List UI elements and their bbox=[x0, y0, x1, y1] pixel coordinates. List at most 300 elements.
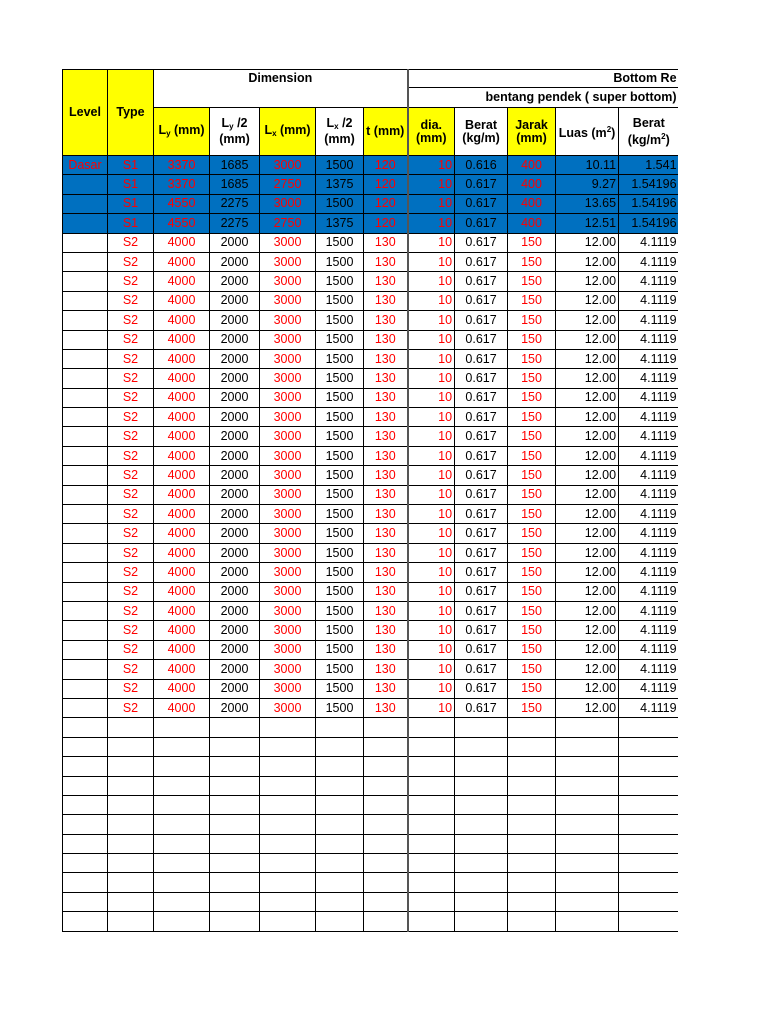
table-cell[interactable] bbox=[408, 718, 455, 737]
table-cell[interactable]: 2000 bbox=[210, 252, 260, 271]
table-cell[interactable]: S2 bbox=[108, 582, 154, 601]
table-cell[interactable]: 10 bbox=[408, 175, 455, 194]
table-cell[interactable] bbox=[63, 194, 108, 213]
table-cell[interactable] bbox=[63, 233, 108, 252]
table-cell[interactable]: 10 bbox=[408, 214, 455, 233]
table-cell[interactable] bbox=[316, 834, 364, 853]
table-cell[interactable]: S2 bbox=[108, 524, 154, 543]
table-cell[interactable] bbox=[210, 912, 260, 931]
table-cell[interactable] bbox=[63, 214, 108, 233]
table-cell[interactable]: 3000 bbox=[260, 272, 316, 291]
table-cell[interactable]: 150 bbox=[508, 388, 556, 407]
table-cell[interactable] bbox=[556, 776, 619, 795]
table-cell[interactable]: 12.00 bbox=[556, 311, 619, 330]
table-cell[interactable] bbox=[63, 272, 108, 291]
table-cell[interactable] bbox=[63, 640, 108, 659]
table-cell[interactable]: S2 bbox=[108, 621, 154, 640]
header-lx[interactable] bbox=[260, 108, 316, 156]
table-cell[interactable]: S2 bbox=[108, 446, 154, 465]
table-cell[interactable]: 2000 bbox=[210, 272, 260, 291]
table-cell[interactable] bbox=[63, 912, 108, 931]
table-cell[interactable] bbox=[556, 757, 619, 776]
table-cell[interactable]: 150 bbox=[508, 427, 556, 446]
table-cell[interactable]: 2000 bbox=[210, 291, 260, 310]
table-cell[interactable] bbox=[63, 505, 108, 524]
table-cell[interactable]: 1500 bbox=[316, 252, 364, 271]
table-cell[interactable]: 1500 bbox=[316, 582, 364, 601]
header-ly-half[interactable] bbox=[210, 108, 260, 156]
table-cell[interactable] bbox=[408, 892, 455, 911]
table-cell[interactable]: 4.1119 bbox=[619, 582, 678, 601]
table-cell[interactable]: 130 bbox=[364, 252, 408, 271]
table-cell[interactable]: 130 bbox=[364, 369, 408, 388]
table-cell[interactable]: 10 bbox=[408, 505, 455, 524]
table-cell[interactable] bbox=[455, 854, 508, 873]
table-cell[interactable]: 150 bbox=[508, 369, 556, 388]
table-cell[interactable] bbox=[619, 737, 678, 756]
table-cell[interactable]: 130 bbox=[364, 349, 408, 368]
table-cell[interactable]: 150 bbox=[508, 485, 556, 504]
table-cell[interactable]: 3000 bbox=[260, 156, 316, 175]
table-cell[interactable]: 400 bbox=[508, 175, 556, 194]
table-cell[interactable]: 150 bbox=[508, 233, 556, 252]
table-cell[interactable]: 1500 bbox=[316, 349, 364, 368]
table-cell[interactable]: 130 bbox=[364, 466, 408, 485]
table-cell[interactable]: 1500 bbox=[316, 272, 364, 291]
table-cell[interactable]: 10 bbox=[408, 330, 455, 349]
table-cell[interactable]: 4.1119 bbox=[619, 252, 678, 271]
table-cell[interactable]: S2 bbox=[108, 311, 154, 330]
table-cell[interactable]: 0.617 bbox=[455, 563, 508, 582]
table-cell[interactable]: 0.617 bbox=[455, 485, 508, 504]
table-cell[interactable] bbox=[408, 834, 455, 853]
table-cell[interactable]: 150 bbox=[508, 601, 556, 620]
table-cell[interactable] bbox=[63, 582, 108, 601]
table-cell[interactable]: 1500 bbox=[316, 388, 364, 407]
table-cell[interactable] bbox=[455, 757, 508, 776]
table-cell[interactable]: Dasar bbox=[63, 156, 108, 175]
table-cell[interactable]: 0.617 bbox=[455, 233, 508, 252]
table-cell[interactable]: 0.617 bbox=[455, 194, 508, 213]
table-cell[interactable]: 150 bbox=[508, 349, 556, 368]
header-dimension[interactable]: Dimension bbox=[154, 70, 408, 88]
table-cell[interactable]: 1500 bbox=[316, 408, 364, 427]
table-cell[interactable]: 4000 bbox=[154, 543, 210, 562]
table-cell[interactable]: 0.617 bbox=[455, 408, 508, 427]
table-cell[interactable]: 3000 bbox=[260, 563, 316, 582]
table-cell[interactable]: 4000 bbox=[154, 640, 210, 659]
table-cell[interactable] bbox=[63, 466, 108, 485]
table-cell[interactable]: 12.00 bbox=[556, 601, 619, 620]
table-cell[interactable]: 150 bbox=[508, 679, 556, 698]
table-cell[interactable]: 2000 bbox=[210, 640, 260, 659]
table-cell[interactable] bbox=[619, 815, 678, 834]
table-cell[interactable] bbox=[455, 815, 508, 834]
table-cell[interactable]: 3000 bbox=[260, 446, 316, 465]
table-cell[interactable]: 2000 bbox=[210, 543, 260, 562]
table-cell[interactable] bbox=[316, 795, 364, 814]
table-cell[interactable]: 150 bbox=[508, 621, 556, 640]
table-cell[interactable] bbox=[556, 737, 619, 756]
table-cell[interactable]: 130 bbox=[364, 524, 408, 543]
table-cell[interactable]: 10 bbox=[408, 640, 455, 659]
table-cell[interactable] bbox=[556, 834, 619, 853]
table-cell[interactable] bbox=[154, 892, 210, 911]
table-cell[interactable] bbox=[210, 815, 260, 834]
table-cell[interactable] bbox=[556, 892, 619, 911]
table-cell[interactable]: 10.11 bbox=[556, 156, 619, 175]
table-cell[interactable]: 12.00 bbox=[556, 291, 619, 310]
table-cell[interactable]: 1500 bbox=[316, 156, 364, 175]
table-cell[interactable]: 2750 bbox=[260, 214, 316, 233]
table-cell[interactable]: 2000 bbox=[210, 427, 260, 446]
table-cell[interactable]: 150 bbox=[508, 408, 556, 427]
table-cell[interactable]: 12.51 bbox=[556, 214, 619, 233]
table-cell[interactable]: 10 bbox=[408, 543, 455, 562]
table-cell[interactable]: 4.1119 bbox=[619, 291, 678, 310]
table-cell[interactable]: 150 bbox=[508, 582, 556, 601]
table-cell[interactable]: 0.617 bbox=[455, 175, 508, 194]
table-cell[interactable]: 2000 bbox=[210, 563, 260, 582]
table-cell[interactable]: 10 bbox=[408, 311, 455, 330]
table-cell[interactable]: 120 bbox=[364, 175, 408, 194]
table-cell[interactable] bbox=[63, 834, 108, 853]
table-cell[interactable]: 10 bbox=[408, 466, 455, 485]
table-cell[interactable]: 130 bbox=[364, 485, 408, 504]
table-cell[interactable] bbox=[260, 873, 316, 892]
table-cell[interactable] bbox=[508, 815, 556, 834]
table-cell[interactable]: 3000 bbox=[260, 601, 316, 620]
table-cell[interactable]: 3000 bbox=[260, 194, 316, 213]
table-cell[interactable]: 12.00 bbox=[556, 505, 619, 524]
table-cell[interactable]: 4000 bbox=[154, 408, 210, 427]
table-cell[interactable]: 3000 bbox=[260, 485, 316, 504]
table-cell[interactable]: 4000 bbox=[154, 505, 210, 524]
table-cell[interactable]: 10 bbox=[408, 156, 455, 175]
table-cell[interactable] bbox=[316, 737, 364, 756]
table-cell[interactable]: 0.617 bbox=[455, 679, 508, 698]
table-cell[interactable] bbox=[154, 795, 210, 814]
table-cell[interactable] bbox=[455, 892, 508, 911]
table-cell[interactable] bbox=[556, 795, 619, 814]
table-cell[interactable]: 0.617 bbox=[455, 272, 508, 291]
table-cell[interactable]: 3000 bbox=[260, 311, 316, 330]
table-cell[interactable] bbox=[210, 757, 260, 776]
table-cell[interactable]: 0.617 bbox=[455, 601, 508, 620]
table-cell[interactable]: 12.00 bbox=[556, 640, 619, 659]
table-cell[interactable]: 4000 bbox=[154, 233, 210, 252]
table-cell[interactable]: 2000 bbox=[210, 582, 260, 601]
table-cell[interactable] bbox=[408, 795, 455, 814]
table-cell[interactable] bbox=[508, 718, 556, 737]
table-cell[interactable] bbox=[260, 795, 316, 814]
header-jarak[interactable] bbox=[508, 108, 556, 156]
table-cell[interactable]: 12.00 bbox=[556, 369, 619, 388]
table-cell[interactable]: 4000 bbox=[154, 446, 210, 465]
table-cell[interactable]: 10 bbox=[408, 233, 455, 252]
table-cell[interactable] bbox=[210, 776, 260, 795]
table-cell[interactable]: S2 bbox=[108, 505, 154, 524]
table-cell[interactable]: 2000 bbox=[210, 466, 260, 485]
table-cell[interactable] bbox=[154, 815, 210, 834]
table-cell[interactable]: 4000 bbox=[154, 660, 210, 679]
table-cell[interactable] bbox=[364, 815, 408, 834]
table-cell[interactable] bbox=[154, 737, 210, 756]
table-cell[interactable]: 4000 bbox=[154, 485, 210, 504]
table-cell[interactable]: 130 bbox=[364, 601, 408, 620]
header-bentang[interactable]: bentang pendek ( super bottom) bbox=[408, 88, 678, 108]
table-cell[interactable] bbox=[364, 776, 408, 795]
table-cell[interactable]: 12.00 bbox=[556, 582, 619, 601]
table-cell[interactable] bbox=[260, 912, 316, 931]
table-cell[interactable]: 0.617 bbox=[455, 369, 508, 388]
table-cell[interactable] bbox=[455, 912, 508, 931]
table-cell[interactable] bbox=[210, 873, 260, 892]
table-cell[interactable] bbox=[408, 757, 455, 776]
table-cell[interactable]: 0.616 bbox=[455, 156, 508, 175]
table-cell[interactable] bbox=[108, 757, 154, 776]
table-cell[interactable]: 1.541 bbox=[619, 156, 678, 175]
header-lx-half[interactable] bbox=[316, 108, 364, 156]
table-cell[interactable]: 4.1119 bbox=[619, 427, 678, 446]
table-cell[interactable] bbox=[108, 776, 154, 795]
table-cell[interactable]: 0.617 bbox=[455, 640, 508, 659]
table-cell[interactable]: 3000 bbox=[260, 543, 316, 562]
table-cell[interactable] bbox=[316, 776, 364, 795]
table-cell[interactable]: 1500 bbox=[316, 446, 364, 465]
table-cell[interactable]: 4000 bbox=[154, 582, 210, 601]
table-cell[interactable] bbox=[260, 737, 316, 756]
header-bottom-re[interactable]: Bottom Re bbox=[408, 70, 678, 88]
table-cell[interactable] bbox=[619, 718, 678, 737]
table-cell[interactable]: 10 bbox=[408, 698, 455, 717]
table-cell[interactable]: 2000 bbox=[210, 408, 260, 427]
table-cell[interactable]: 3000 bbox=[260, 388, 316, 407]
table-cell[interactable]: 2000 bbox=[210, 330, 260, 349]
table-cell[interactable] bbox=[63, 291, 108, 310]
table-cell[interactable] bbox=[210, 737, 260, 756]
table-cell[interactable]: 150 bbox=[508, 466, 556, 485]
table-cell[interactable] bbox=[619, 776, 678, 795]
table-cell[interactable]: 10 bbox=[408, 408, 455, 427]
table-cell[interactable] bbox=[364, 892, 408, 911]
table-cell[interactable]: S2 bbox=[108, 543, 154, 562]
table-cell[interactable] bbox=[63, 815, 108, 834]
table-cell[interactable]: 2000 bbox=[210, 369, 260, 388]
header-t[interactable]: t (mm) bbox=[364, 108, 408, 156]
table-cell[interactable]: S1 bbox=[108, 214, 154, 233]
table-cell[interactable] bbox=[508, 737, 556, 756]
spreadsheet[interactable] bbox=[62, 69, 678, 956]
table-cell[interactable] bbox=[364, 873, 408, 892]
table-cell[interactable]: 4.1119 bbox=[619, 601, 678, 620]
table-cell[interactable]: 10 bbox=[408, 485, 455, 504]
table-cell[interactable]: 0.617 bbox=[455, 543, 508, 562]
table-cell[interactable]: 130 bbox=[364, 233, 408, 252]
table-cell[interactable]: 4.1119 bbox=[619, 233, 678, 252]
table-cell[interactable] bbox=[63, 737, 108, 756]
table-cell[interactable]: 1500 bbox=[316, 485, 364, 504]
table-cell[interactable] bbox=[63, 543, 108, 562]
table-cell[interactable] bbox=[455, 776, 508, 795]
header-berat2[interactable] bbox=[619, 108, 678, 156]
table-cell[interactable]: 130 bbox=[364, 388, 408, 407]
table-cell[interactable] bbox=[508, 776, 556, 795]
table-cell[interactable]: 12.00 bbox=[556, 466, 619, 485]
table-cell[interactable]: S2 bbox=[108, 388, 154, 407]
table-cell[interactable]: 130 bbox=[364, 446, 408, 465]
table-cell[interactable] bbox=[63, 524, 108, 543]
table-cell[interactable] bbox=[408, 873, 455, 892]
table-cell[interactable]: 4000 bbox=[154, 466, 210, 485]
table-cell[interactable] bbox=[455, 795, 508, 814]
table-cell[interactable] bbox=[508, 854, 556, 873]
table-cell[interactable] bbox=[619, 892, 678, 911]
table-cell[interactable]: 4.1119 bbox=[619, 485, 678, 504]
table-cell[interactable]: 150 bbox=[508, 446, 556, 465]
table-cell[interactable]: 2000 bbox=[210, 679, 260, 698]
table-cell[interactable] bbox=[63, 757, 108, 776]
table-cell[interactable]: 2750 bbox=[260, 175, 316, 194]
table-cell[interactable]: 4.1119 bbox=[619, 330, 678, 349]
table-cell[interactable]: 150 bbox=[508, 698, 556, 717]
table-cell[interactable]: 4.1119 bbox=[619, 698, 678, 717]
table-cell[interactable]: 12.00 bbox=[556, 563, 619, 582]
table-cell[interactable] bbox=[260, 776, 316, 795]
table-cell[interactable]: 12.00 bbox=[556, 660, 619, 679]
table-cell[interactable]: S1 bbox=[108, 175, 154, 194]
table-cell[interactable]: 400 bbox=[508, 214, 556, 233]
table-cell[interactable]: 12.00 bbox=[556, 233, 619, 252]
table-cell[interactable]: 10 bbox=[408, 272, 455, 291]
table-cell[interactable] bbox=[556, 854, 619, 873]
table-cell[interactable]: 1500 bbox=[316, 563, 364, 582]
table-cell[interactable] bbox=[210, 892, 260, 911]
table-cell[interactable] bbox=[260, 815, 316, 834]
table-cell[interactable]: 0.617 bbox=[455, 349, 508, 368]
table-cell[interactable]: 2000 bbox=[210, 446, 260, 465]
table-cell[interactable]: 4.1119 bbox=[619, 311, 678, 330]
table-cell[interactable]: S1 bbox=[108, 156, 154, 175]
table-cell[interactable]: 4.1119 bbox=[619, 660, 678, 679]
table-cell[interactable]: 2000 bbox=[210, 698, 260, 717]
table-cell[interactable] bbox=[63, 892, 108, 911]
table-cell[interactable]: 150 bbox=[508, 252, 556, 271]
table-cell[interactable] bbox=[508, 912, 556, 931]
table-cell[interactable]: 2000 bbox=[210, 524, 260, 543]
table-cell[interactable]: 1500 bbox=[316, 330, 364, 349]
table-cell[interactable]: 10 bbox=[408, 679, 455, 698]
table-cell[interactable]: 3370 bbox=[154, 175, 210, 194]
table-cell[interactable]: 2000 bbox=[210, 660, 260, 679]
table-cell[interactable]: S2 bbox=[108, 660, 154, 679]
table-cell[interactable]: 3000 bbox=[260, 330, 316, 349]
table-cell[interactable]: 4000 bbox=[154, 252, 210, 271]
table-cell[interactable]: 10 bbox=[408, 621, 455, 640]
table-cell[interactable]: 3000 bbox=[260, 233, 316, 252]
table-cell[interactable]: S2 bbox=[108, 640, 154, 659]
table-cell[interactable]: 130 bbox=[364, 698, 408, 717]
table-cell[interactable]: S2 bbox=[108, 369, 154, 388]
table-cell[interactable]: 1500 bbox=[316, 679, 364, 698]
table-cell[interactable] bbox=[154, 854, 210, 873]
table-cell[interactable] bbox=[364, 718, 408, 737]
table-cell[interactable]: 1500 bbox=[316, 427, 364, 446]
table-cell[interactable]: 3000 bbox=[260, 291, 316, 310]
table-cell[interactable]: 0.617 bbox=[455, 311, 508, 330]
table-cell[interactable]: 9.27 bbox=[556, 175, 619, 194]
table-cell[interactable]: S2 bbox=[108, 291, 154, 310]
table-cell[interactable] bbox=[316, 892, 364, 911]
table-cell[interactable]: 10 bbox=[408, 252, 455, 271]
table-cell[interactable] bbox=[63, 563, 108, 582]
table-cell[interactable]: 1500 bbox=[316, 640, 364, 659]
table-cell[interactable]: 0.617 bbox=[455, 291, 508, 310]
table-cell[interactable]: 3000 bbox=[260, 640, 316, 659]
table-cell[interactable]: 1.54196 bbox=[619, 194, 678, 213]
table-cell[interactable]: 4000 bbox=[154, 291, 210, 310]
table-cell[interactable] bbox=[63, 854, 108, 873]
table-cell[interactable]: 0.617 bbox=[455, 582, 508, 601]
table-cell[interactable] bbox=[63, 175, 108, 194]
table-cell[interactable] bbox=[63, 795, 108, 814]
table-cell[interactable]: 10 bbox=[408, 446, 455, 465]
table-cell[interactable]: 2000 bbox=[210, 601, 260, 620]
table-cell[interactable]: S1 bbox=[108, 194, 154, 213]
table-cell[interactable] bbox=[63, 698, 108, 717]
table-cell[interactable]: 3000 bbox=[260, 505, 316, 524]
table-cell[interactable] bbox=[63, 679, 108, 698]
table-cell[interactable] bbox=[108, 892, 154, 911]
table-cell[interactable]: 12.00 bbox=[556, 698, 619, 717]
table-cell[interactable]: 130 bbox=[364, 582, 408, 601]
table-cell[interactable] bbox=[108, 737, 154, 756]
table-cell[interactable]: 4000 bbox=[154, 698, 210, 717]
table-cell[interactable]: 130 bbox=[364, 543, 408, 562]
table-cell[interactable]: 1375 bbox=[316, 214, 364, 233]
table-cell[interactable] bbox=[63, 873, 108, 892]
table-cell[interactable]: 1.54196 bbox=[619, 214, 678, 233]
table-cell[interactable]: 1500 bbox=[316, 524, 364, 543]
table-cell[interactable]: 1500 bbox=[316, 601, 364, 620]
table-cell[interactable]: S2 bbox=[108, 272, 154, 291]
table-cell[interactable]: 3000 bbox=[260, 660, 316, 679]
table-cell[interactable] bbox=[63, 427, 108, 446]
table-cell[interactable] bbox=[619, 757, 678, 776]
table-cell[interactable]: 10 bbox=[408, 369, 455, 388]
table-cell[interactable]: 1500 bbox=[316, 505, 364, 524]
table-cell[interactable]: 0.617 bbox=[455, 524, 508, 543]
table-cell[interactable]: 4000 bbox=[154, 679, 210, 698]
table-cell[interactable] bbox=[408, 776, 455, 795]
table-cell[interactable] bbox=[364, 757, 408, 776]
table-cell[interactable]: 120 bbox=[364, 214, 408, 233]
table-cell[interactable] bbox=[316, 815, 364, 834]
table-cell[interactable]: S2 bbox=[108, 349, 154, 368]
table-cell[interactable]: 3000 bbox=[260, 466, 316, 485]
table-cell[interactable]: S2 bbox=[108, 408, 154, 427]
table-cell[interactable]: 12.00 bbox=[556, 446, 619, 465]
table-cell[interactable]: 150 bbox=[508, 660, 556, 679]
table-cell[interactable]: 3000 bbox=[260, 427, 316, 446]
table-cell[interactable]: S2 bbox=[108, 252, 154, 271]
table-cell[interactable]: 130 bbox=[364, 291, 408, 310]
table-cell[interactable]: 1500 bbox=[316, 466, 364, 485]
table-cell[interactable]: 1500 bbox=[316, 698, 364, 717]
table-cell[interactable]: 1500 bbox=[316, 621, 364, 640]
table-cell[interactable]: 4000 bbox=[154, 427, 210, 446]
table-cell[interactable] bbox=[210, 718, 260, 737]
